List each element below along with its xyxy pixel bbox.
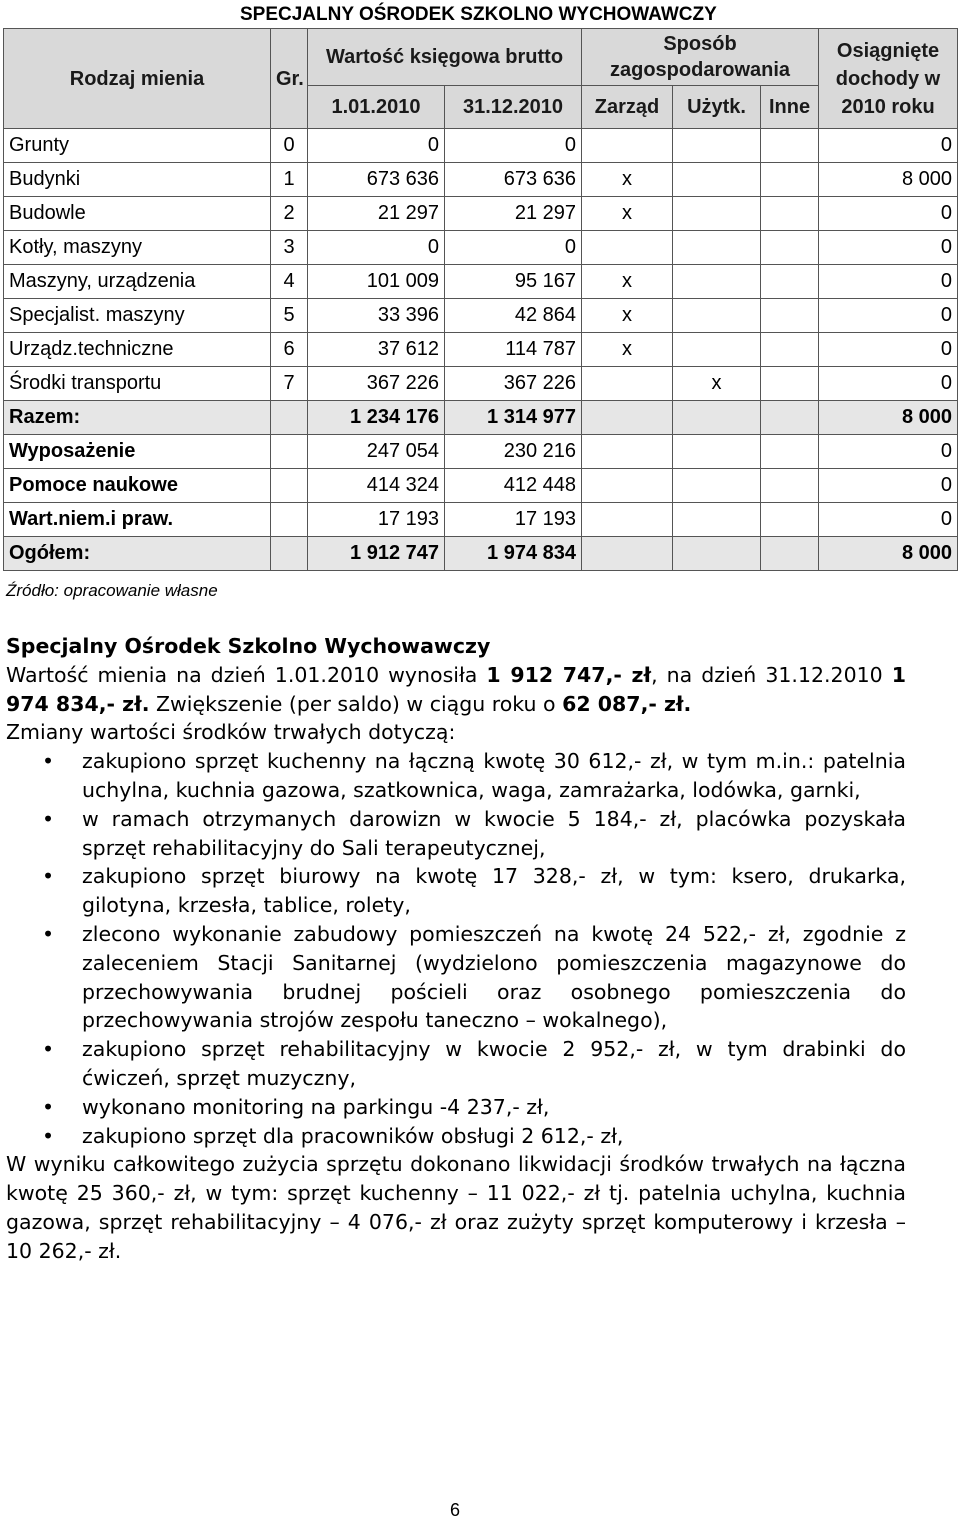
bullet-icon: • <box>42 749 55 774</box>
row-zarzad <box>582 231 673 265</box>
row-name: Budynki <box>4 163 271 197</box>
table-source-note: Źródło: opracowanie własne <box>6 581 218 600</box>
row-value-end: 17 193 <box>445 503 582 537</box>
list-item <box>6 862 906 920</box>
row-gr: 2 <box>271 197 308 231</box>
row-uzytk <box>673 333 761 367</box>
row-dochody: 0 <box>819 299 958 333</box>
row-zarzad: x <box>582 265 673 299</box>
bullet-icon: • <box>42 921 55 946</box>
row-uzytk <box>673 435 761 469</box>
row-value-start: 414 324 <box>308 469 445 503</box>
subheader-date1: 1.01.2010 <box>308 86 445 129</box>
row-zarzad <box>582 129 673 163</box>
header-wartosc: Wartość księgowa brutto <box>308 29 582 86</box>
row-name: Kotły, maszyny <box>4 231 271 265</box>
row-dochody: 8 000 <box>819 537 958 571</box>
list-item <box>6 1093 906 1122</box>
changes-intro: Zmiany wartości środków trwałych dotyczą: <box>6 720 456 745</box>
table-row <box>4 197 958 231</box>
list-item-text: w ramach otrzymanych darowizn w kwocie 5 184,- zł, placówka pozyskała sprzęt rehabilitacyjny do Sali terapeutycznej, <box>82 806 906 860</box>
row-value-start: 1 234 176 <box>308 401 445 435</box>
row-dochody: 0 <box>819 333 958 367</box>
row-value-end: 367 226 <box>445 367 582 401</box>
row-dochody: 0 <box>819 129 958 163</box>
table-row <box>4 435 958 469</box>
row-value-end: 0 <box>445 129 582 163</box>
row-value-start: 37 612 <box>308 333 445 367</box>
list-item-text: zakupiono sprzęt dla pracowników obsługi 2 612,- zł, <box>82 1123 624 1148</box>
row-inne <box>761 197 819 231</box>
row-value-start: 367 226 <box>308 367 445 401</box>
row-dochody: 0 <box>819 469 958 503</box>
row-value-start: 21 297 <box>308 197 445 231</box>
row-value-start: 0 <box>308 231 445 265</box>
row-name: Wart.niem.i praw. <box>4 503 271 537</box>
table-row <box>4 469 958 503</box>
list-item <box>6 805 906 863</box>
table-row <box>4 231 958 265</box>
body-text <box>6 632 906 1266</box>
row-value-end: 114 787 <box>445 333 582 367</box>
row-value-start: 247 054 <box>308 435 445 469</box>
row-value-end: 230 216 <box>445 435 582 469</box>
row-zarzad: x <box>582 163 673 197</box>
row-name: Budowle <box>4 197 271 231</box>
row-inne <box>761 265 819 299</box>
list-item <box>6 1122 906 1151</box>
row-gr <box>271 401 308 435</box>
row-name: Razem: <box>4 401 271 435</box>
row-uzytk <box>673 129 761 163</box>
row-name: Specjalist. maszyny <box>4 299 271 333</box>
row-gr <box>271 537 308 571</box>
list-item-text: zakupiono sprzęt rehabilitacyjny w kwocie 2 952,- zł, w tym drabinki do ćwiczeń, sprzęt muzyczny, <box>82 1037 906 1090</box>
row-zarzad: x <box>582 299 673 333</box>
row-name: Ogółem: <box>4 537 271 571</box>
row-name: Pomoce naukowe <box>4 469 271 503</box>
row-uzytk <box>673 401 761 435</box>
assets-table <box>3 28 958 571</box>
row-value-end: 1 974 834 <box>445 537 582 571</box>
row-zarzad <box>582 469 673 503</box>
table-row <box>4 503 958 537</box>
row-name: Środki transportu <box>4 367 271 401</box>
section-heading: Specjalny Ośrodek Szkolno Wychowawczy <box>6 634 491 658</box>
row-name: Wyposażenie <box>4 435 271 469</box>
row-value-start: 33 396 <box>308 299 445 333</box>
row-uzytk: x <box>673 367 761 401</box>
subheader-uzytk: Użytk. <box>673 86 761 129</box>
row-value-start: 101 009 <box>308 265 445 299</box>
bullet-icon: • <box>42 806 55 831</box>
row-inne <box>761 435 819 469</box>
row-uzytk <box>673 469 761 503</box>
row-uzytk <box>673 537 761 571</box>
subheader-inne: Inne <box>761 86 819 129</box>
row-gr: 1 <box>271 163 308 197</box>
row-value-end: 673 636 <box>445 163 582 197</box>
row-uzytk <box>673 197 761 231</box>
row-value-end: 0 <box>445 231 582 265</box>
value-increase-amount: 62 087,- zł. <box>562 691 692 716</box>
value-start-amount: 1 912 747,- zł <box>486 662 652 687</box>
row-inne <box>761 503 819 537</box>
row-inne <box>761 537 819 571</box>
row-gr: 0 <box>271 129 308 163</box>
row-name: Maszyny, urządzenia <box>4 265 271 299</box>
row-inne <box>761 163 819 197</box>
table-header-row <box>4 29 958 86</box>
row-dochody: 0 <box>819 503 958 537</box>
table-row-grand-total <box>4 537 958 571</box>
bullet-icon: • <box>42 1037 55 1062</box>
row-value-start: 1 912 747 <box>308 537 445 571</box>
row-dochody: 0 <box>819 265 958 299</box>
row-gr: 5 <box>271 299 308 333</box>
value-end-amount: 1 974 834,- zł. <box>6 662 907 716</box>
closing-paragraph: W wyniku całkowitego zużycia sprzętu dokonano likwidacji środków trwałych na łączna kwotę 25 360,- zł, w tym: sprzęt kuchenny – 11 022,- zł tj. patelnia uchylna, kuchnia gazowa, sprzęt rehabilitacyjny – 4 076,- zł oraz zużyty sprzęt komputerowy i krzesła – 10 262,- zł. <box>6 1152 906 1263</box>
row-inne <box>761 469 819 503</box>
list-item-text: zakupiono sprzęt kuchenny na łączną kwotę 30 612,- zł, w tym m.in.: patelnia uchylna, kuchnia gazowa, szatkownica, waga, zamrażarka, lodówka, garnki, <box>82 749 906 802</box>
row-gr <box>271 469 308 503</box>
value-text-a: Wartość mienia na dzień 1.01.2010 wynosiła <box>6 662 487 687</box>
list-item <box>6 747 906 805</box>
table-row <box>4 299 958 333</box>
row-uzytk <box>673 299 761 333</box>
row-value-end: 21 297 <box>445 197 582 231</box>
row-zarzad <box>582 537 673 571</box>
table-row <box>4 265 958 299</box>
row-dochody: 0 <box>819 231 958 265</box>
changes-list <box>6 747 906 1150</box>
list-item <box>6 1035 906 1093</box>
row-dochody: 0 <box>819 197 958 231</box>
row-value-start: 673 636 <box>308 163 445 197</box>
row-inne <box>761 333 819 367</box>
table-row <box>4 367 958 401</box>
row-gr <box>271 435 308 469</box>
header-rodzaj: Rodzaj mienia <box>4 29 271 129</box>
header-sposob: Sposób zagospodarowania <box>582 29 819 86</box>
row-uzytk <box>673 265 761 299</box>
row-zarzad: x <box>582 197 673 231</box>
row-value-start: 17 193 <box>308 503 445 537</box>
row-inne <box>761 129 819 163</box>
row-value-end: 42 864 <box>445 299 582 333</box>
row-zarzad: x <box>582 333 673 367</box>
row-inne <box>761 401 819 435</box>
row-dochody: 8 000 <box>819 401 958 435</box>
table-row <box>4 163 958 197</box>
row-value-end: 1 314 977 <box>445 401 582 435</box>
row-gr: 4 <box>271 265 308 299</box>
row-zarzad <box>582 503 673 537</box>
list-item <box>6 920 906 1035</box>
row-name: Urządz.techniczne <box>4 333 271 367</box>
table-row <box>4 129 958 163</box>
row-dochody: 0 <box>819 367 958 401</box>
subheader-zarzad: Zarząd <box>582 86 673 129</box>
row-uzytk <box>673 163 761 197</box>
row-value-end: 95 167 <box>445 265 582 299</box>
table-row <box>4 333 958 367</box>
value-paragraph <box>6 661 906 719</box>
row-name: Grunty <box>4 129 271 163</box>
row-gr <box>271 503 308 537</box>
list-item-text: wykonano monitoring na parkingu -4 237,- zł, <box>82 1094 550 1119</box>
bullet-icon: • <box>42 864 55 889</box>
bullet-icon: • <box>42 1123 55 1148</box>
list-item-text: zakupiono sprzęt biurowy na kwotę 17 328,- zł, w tym: ksero, drukarka, gilotyna, krzesła, tablice, rolety, <box>82 864 906 918</box>
page-number: 6 <box>450 1500 461 1520</box>
row-dochody: 0 <box>819 435 958 469</box>
row-gr: 6 <box>271 333 308 367</box>
bullet-icon: • <box>42 1094 55 1119</box>
value-text-c: , na dzień 31.12.2010 <box>651 662 892 687</box>
row-value-start: 0 <box>308 129 445 163</box>
row-dochody: 8 000 <box>819 163 958 197</box>
page-title: SPECJALNY OŚRODEK SZKOLNO WYCHOWAWCZY <box>240 4 717 25</box>
row-value-end: 412 448 <box>445 469 582 503</box>
row-gr: 3 <box>271 231 308 265</box>
row-gr: 7 <box>271 367 308 401</box>
header-gr: Gr. <box>271 29 308 129</box>
row-uzytk <box>673 231 761 265</box>
row-zarzad <box>582 367 673 401</box>
value-text-e: Zwiększenie (per saldo) w ciągu roku o <box>149 691 563 716</box>
header-dochody: Osiągnięte dochody w 2010 roku <box>819 29 958 129</box>
row-uzytk <box>673 503 761 537</box>
subheader-date2: 31.12.2010 <box>445 86 582 129</box>
row-zarzad <box>582 435 673 469</box>
row-inne <box>761 231 819 265</box>
table-row-total <box>4 401 958 435</box>
row-zarzad <box>582 401 673 435</box>
row-inne <box>761 367 819 401</box>
list-item-text: zlecono wykonanie zabudowy pomieszczeń na kwotę 24 522,- zł, zgodnie z zaleceniem Stacji Sanitarnej (wydzielono pomieszczenia magazynowe do przechowywania brudnej pościeli oraz osobnego pomieszczenia do przechowywania strojów zespołu taneczno – wokalnego), <box>82 921 906 1033</box>
row-inne <box>761 299 819 333</box>
